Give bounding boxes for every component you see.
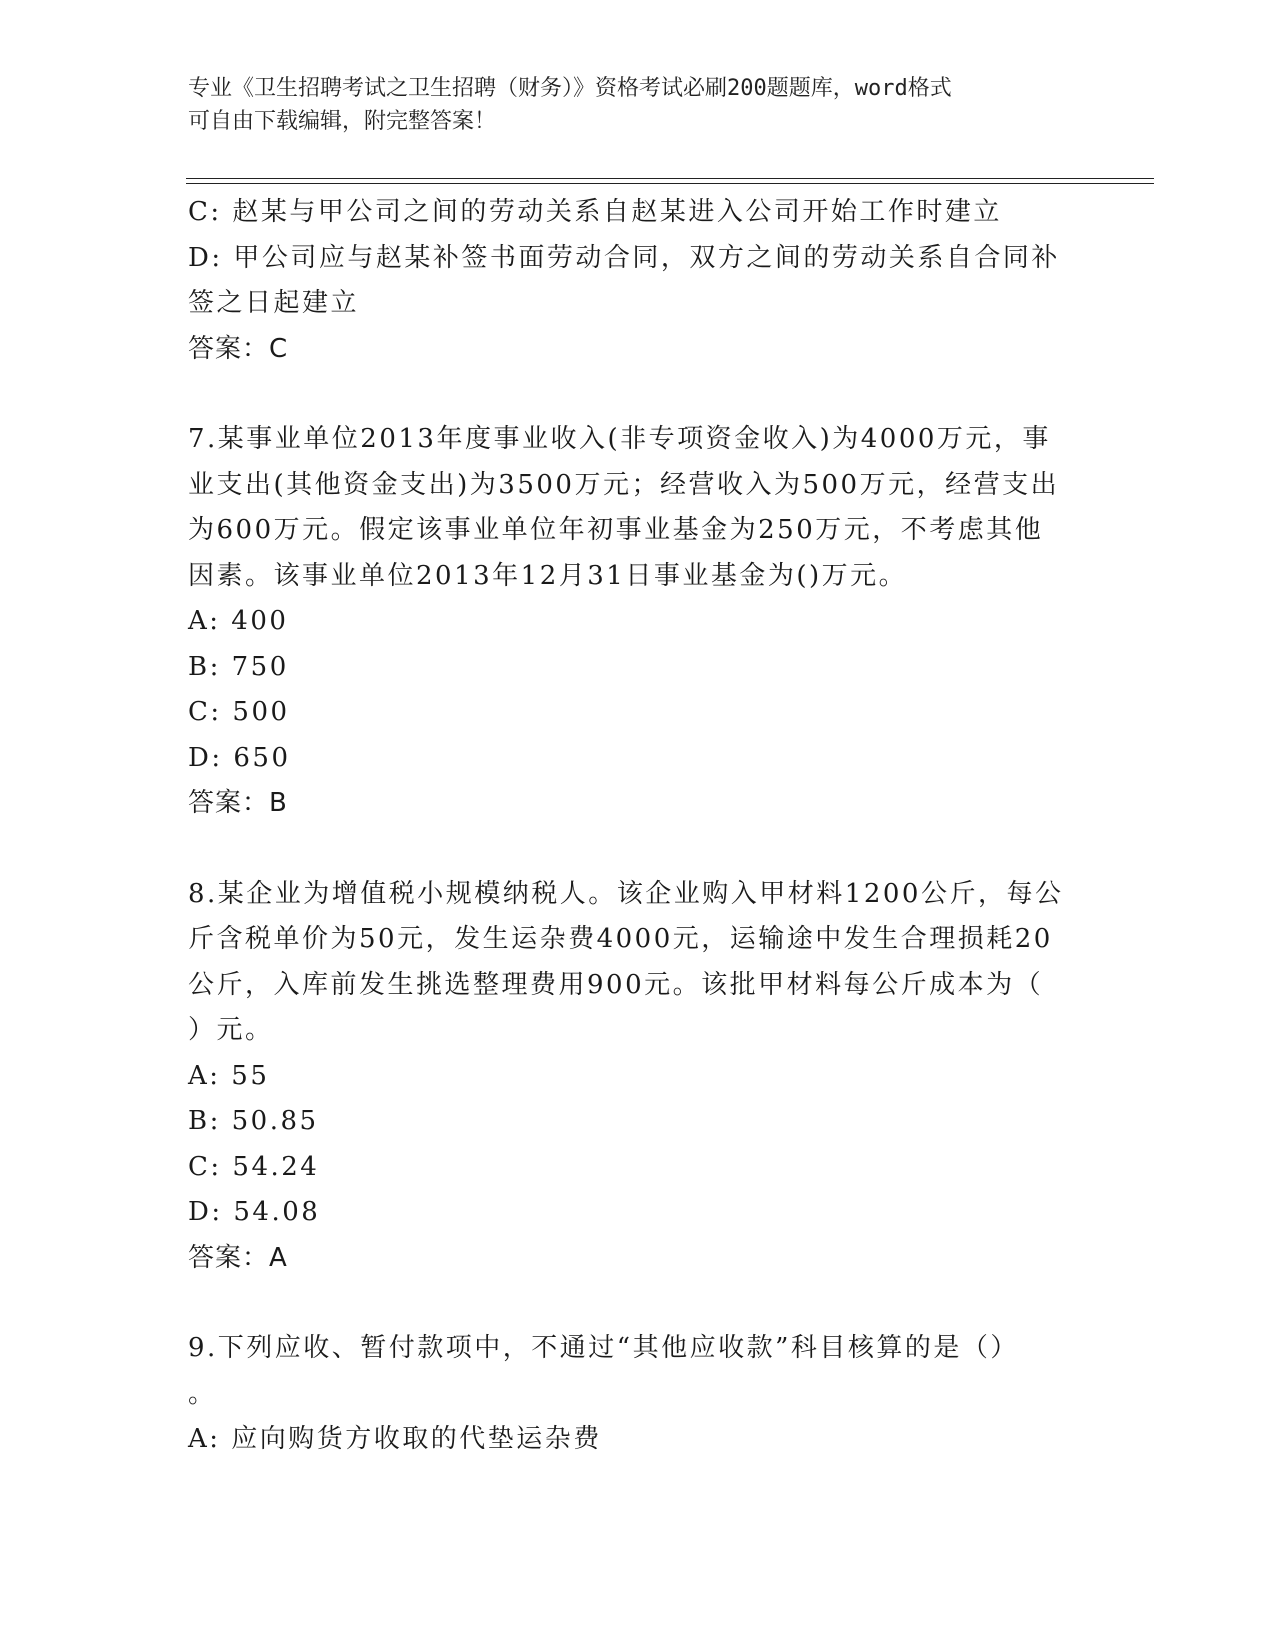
option-b: B: 50.85 <box>188 1106 319 1136</box>
answer: 答案：C <box>188 333 289 364</box>
spacer <box>188 827 1088 872</box>
spacer <box>188 1281 1088 1326</box>
question-8 <box>188 872 1088 1282</box>
question-text-line: 。 <box>188 1378 217 1409</box>
header-divider-top <box>186 178 1154 179</box>
option-d-line-1: D: 甲公司应与赵某补签书面劳动合同，双方之间的劳动关系自合同补 <box>188 242 1060 273</box>
header-divider-bottom <box>186 183 1154 184</box>
question-text-line: 斤含税单价为50元，发生运杂费4000元，运输途中发生合理损耗20 <box>188 924 1053 954</box>
option-c: C: 54.24 <box>188 1151 320 1182</box>
option-a: A: 应向购货方收取的代垫运杂费 <box>188 1424 602 1454</box>
header-line-2: 可自由下载编辑，附完整答案！ <box>188 109 497 134</box>
option-c: C: 500 <box>188 697 290 727</box>
question-9 <box>188 1326 1088 1463</box>
question-text-line: 7.某事业单位2013年度事业收入(非专项资金收入)为4000万元，事 <box>188 424 1051 454</box>
question-text-line: 9.下列应收、暂付款项中，不通过“其他应收款”科目核算的是（） <box>188 1333 1019 1363</box>
question-text-line: 8.某企业为增值税小规模纳税人。该企业购入甲材料1200公斤，每公 <box>188 878 1064 909</box>
document-body <box>188 190 1088 1463</box>
document-header <box>188 72 1068 138</box>
option-d: D: 650 <box>188 742 291 773</box>
question-text-line: 公斤，入库前发生挑选整理费用900元。该批甲材料每公斤成本为（ <box>188 969 1044 1000</box>
question-text-line: ）元。 <box>188 1015 274 1045</box>
option-a: A: 55 <box>188 1060 270 1091</box>
header-line-1: 专业《卫生招聘考试之卫生招聘（财务）》资格考试必刷200题题库，word格式 <box>188 76 952 101</box>
option-b: B: 750 <box>188 651 289 682</box>
answer: 答案：B <box>188 788 288 818</box>
option-d: D: 54.08 <box>188 1197 321 1227</box>
option-c: C: 赵某与甲公司之间的劳动关系自赵某进入公司开始工作时建立 <box>188 197 1002 227</box>
answer: 答案：A <box>188 1242 288 1273</box>
question-text-line: 业支出(其他资金支出)为3500万元；经营收入为500万元，经营支出 <box>188 469 1060 500</box>
option-d-line-2: 签之日起建立 <box>188 288 360 318</box>
question-7 <box>188 417 1088 827</box>
question-text-line: 为600万元。假定该事业单位年初事业基金为250万元，不考虑其他 <box>188 515 1044 545</box>
spacer <box>188 372 1088 417</box>
option-a: A: 400 <box>188 606 289 636</box>
previous-question-tail <box>188 190 1088 372</box>
question-text-line: 因素。该事业单位2013年12月31日事业基金为()万元。 <box>188 560 908 591</box>
